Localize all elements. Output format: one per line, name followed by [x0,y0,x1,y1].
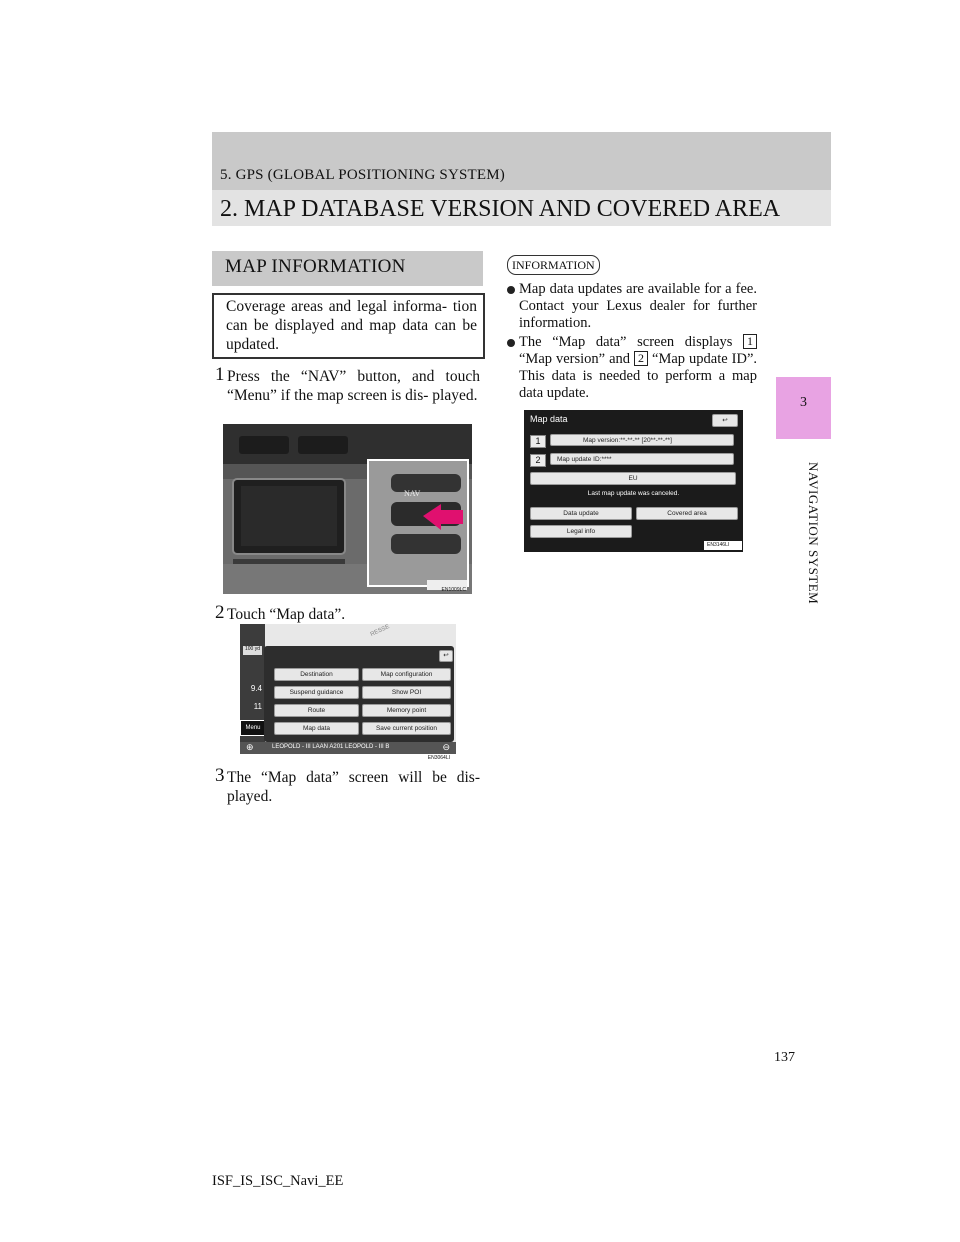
callout-1: 1 [743,334,757,349]
street-bar [240,742,456,754]
map-version-field: Map version:**-**-** [20**-**-**] [550,434,734,446]
menu-screen [240,624,456,762]
step-number: 3 [215,765,225,786]
map-update-id-field: Map update ID:**** [550,453,734,465]
map-data-screen-code: EN3146LI [707,542,730,548]
chapter-tab-number: 3 [800,395,807,410]
show-poi-button[interactable]: Show POI [362,686,451,699]
row-number-1: 1 [530,435,546,448]
step-1 [215,364,480,421]
bullet-icon [507,339,515,347]
region-field: EU [530,472,736,485]
nav-label: NAV [404,489,421,498]
legal-info-button[interactable]: Legal info [530,525,632,538]
step-2 [215,602,480,625]
document-id: ISF_IS_ISC_Navi_EE [212,1173,344,1189]
save-current-position-button[interactable]: Save current position [362,722,451,735]
step-3 [215,765,480,808]
street-name: LEOPOLD - III LAAN A201 LEOPOLD - III B [272,744,390,750]
distance-value: 9.4 [250,684,262,693]
bullet-text: The “Map data” screen displays 1 “Map version” and 2 “Map update ID”. This data is needed to perform a map data update. [519,334,758,401]
step-number: 1 [215,364,225,385]
chapter-header [212,132,831,190]
dashboard-photo [223,424,472,594]
chapter-tab [776,377,831,439]
destination-button[interactable]: Destination [274,668,359,681]
suspend-guidance-button[interactable]: Suspend guidance [274,686,359,699]
chapter-tab-text: NAVIGATION SYSTEM [806,462,821,605]
chapter-title: 5. GPS (GLOBAL POSITIONING SYSTEM) [220,167,506,183]
intro-text: Coverage areas and legal informa- tion can be displayed and map data can be updated. [226,298,477,353]
menu-screen-code: EN3064LI [427,755,450,761]
back-button[interactable]: ↩ [439,650,453,662]
section-heading-text: MAP INFORMATION [225,256,406,277]
map-data-title: Map data [530,414,568,424]
status-message: Last map update was canceled. [587,490,680,497]
information-label [507,255,607,275]
dashboard-illustration [223,424,472,594]
step-text: Touch “Map data”. [227,606,346,623]
memory-point-button[interactable]: Memory point [362,704,451,717]
info-bullet-1 [507,281,757,333]
step-number: 2 [215,602,225,623]
data-update-button[interactable]: Data update [530,507,632,520]
time-value: 11 [253,702,262,711]
chapter-tab-label [803,462,823,642]
section-heading [212,251,483,286]
row-number-2: 2 [530,454,546,467]
route-button[interactable]: Route [274,704,359,717]
zoom-in-icon[interactable]: ⊕ [246,742,254,752]
map-configuration-button[interactable]: Map configuration [362,668,451,681]
step-text: The “Map data” screen will be dis- played. [227,769,480,805]
covered-area-button[interactable]: Covered area [636,507,738,520]
back-button[interactable]: ↩ [712,414,738,427]
information-tag: INFORMATION [507,255,600,275]
map-label: RESSE [369,624,391,639]
map-data-screen [524,410,743,552]
scale-label: 100 yd [243,646,262,655]
intro-box [212,293,485,359]
info-bullet-2 [507,334,757,404]
menu-panel [264,646,454,742]
page-number: 137 [774,1050,795,1065]
zoom-out-icon[interactable]: ⊖ [442,742,450,752]
section-header [212,190,831,226]
photo-code: EN1009LC [441,587,466,593]
callout-2: 2 [634,351,648,366]
bullet-icon [507,286,515,294]
bullet-text: Map data updates are available for a fee. Contact your Lexus dealer for further information. [519,281,757,331]
page-title: 2. MAP DATABASE VERSION AND COVERED AREA [220,196,781,222]
menu-button[interactable]: Menu [240,720,266,736]
map-data-button[interactable]: Map data [274,722,359,735]
step-text: Press the “NAV” button, and touch “Menu” if the map screen is dis- played. [227,368,480,404]
